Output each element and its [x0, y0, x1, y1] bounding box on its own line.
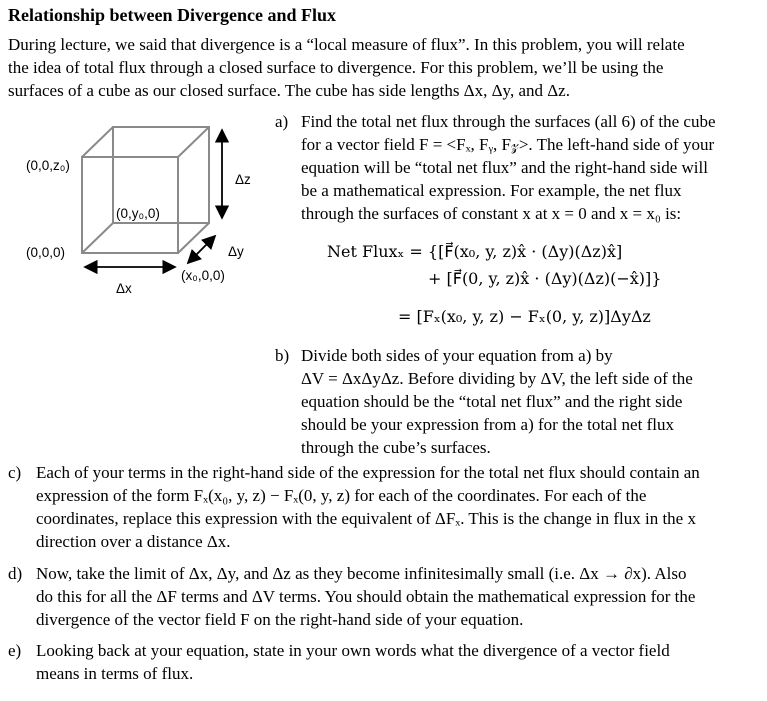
- label-x0-corner: (x₀,0,0): [181, 268, 225, 283]
- part-b-line: Divide both sides of your equation from a) by: [301, 346, 613, 365]
- part-a-line: equation will be “total net flux” and the right-hand side will: [301, 158, 708, 177]
- label-inner-corner: (0,y₀,0): [116, 206, 160, 221]
- part-d-line: do this for all the ΔF terms and ΔV terms. You should obtain the mathematical expression for the: [36, 587, 696, 606]
- part-e-line: means in terms of flux.: [36, 664, 194, 683]
- intro-line: surfaces of a cube as our closed surface. The cube has side lengths Δx, Δy, and Δz.: [8, 81, 570, 100]
- cube-diagram: [0, 118, 290, 298]
- label-top-left-corner: (0,0,z₀): [26, 158, 70, 173]
- part-c-line: coordinates, replace this expression with the equivalent of ΔFₓ. This is the change in flux in the x: [36, 509, 696, 528]
- part-c: [8, 461, 753, 553]
- part-b-line: ΔV = ΔxΔyΔz. Before dividing by ΔV, the left side of the: [301, 369, 693, 388]
- part-c-line: Each of your terms in the right-hand side of the expression for the total net flux should contain an: [36, 463, 700, 482]
- part-a: [275, 110, 755, 225]
- label-delta-z: Δz: [235, 172, 251, 187]
- part-a-marker: a): [275, 112, 289, 131]
- part-b: [275, 344, 755, 459]
- cube-edge: [82, 223, 113, 253]
- part-d-line: Now, take the limit of Δx, Δy, and Δz as they become infinitesimally small (i.e. Δx → ∂x). Also: [36, 564, 687, 583]
- label-delta-x: Δx: [116, 281, 132, 296]
- part-a-line: Find the total net flux through the surfaces (all 6) of the cube: [301, 112, 716, 131]
- label-delta-y: Δy: [228, 244, 244, 259]
- part-e-marker: e): [8, 641, 22, 660]
- part-a-line: for a vector field F = <Fₓ, Fᵧ, F𝓏>. The left-hand side of your: [301, 135, 715, 154]
- part-d-marker: d): [8, 564, 23, 583]
- part-a-line: be a mathematical expression. For example, the net flux: [301, 181, 682, 200]
- part-d: [8, 562, 753, 631]
- intro-line: During lecture, we said that divergence is a “local measure of flux”. In this problem, you will relate: [8, 35, 685, 54]
- intro-line: the idea of total flux through a closed surface to divergence. For this problem, we’ll be using the: [8, 58, 664, 77]
- equation-line-2: + [F⃗(0, y, z)x̂ · (Δy)(Δz)(−x̂)]}: [428, 269, 662, 288]
- cube-edge: [82, 127, 113, 157]
- part-c-line: direction over a distance Δx.: [36, 532, 231, 551]
- page-title: Relationship between Divergence and Flux: [8, 5, 336, 25]
- equation-line-1: Net Fluxₓ = {[F⃗(x₀, y, z)x̂ · (Δy)(Δz)x̂]: [327, 242, 623, 261]
- part-a-line: through the surfaces of constant x at x = 0 and x = x₀ is:: [301, 204, 682, 223]
- part-b-line: through the cube’s surfaces.: [301, 438, 491, 457]
- part-b-marker: b): [275, 346, 290, 365]
- part-c-marker: c): [8, 463, 22, 482]
- cube-edge: [178, 223, 209, 253]
- intro-paragraph: [8, 33, 753, 102]
- part-e: [8, 639, 753, 685]
- equation-line-3: = [Fₓ(x₀, y, z) − Fₓ(0, y, z)]ΔyΔz: [398, 307, 651, 326]
- part-c-line: expression of the form Fₓ(x₀, y, z) − Fₓ(0, y, z) for each of the coordinates. For each of the: [36, 486, 647, 505]
- cube-edge: [178, 127, 209, 157]
- part-d-line: divergence of the vector field F on the right-hand side of your equation.: [36, 610, 524, 629]
- part-b-line: should be your expression from a) for the total net flux: [301, 415, 674, 434]
- part-e-line: Looking back at your equation, state in your own words what the divergence of a vector field: [36, 641, 670, 660]
- label-origin: (0,0,0): [26, 245, 66, 260]
- part-b-line: equation should be the “total net flux” and the right side: [301, 392, 683, 411]
